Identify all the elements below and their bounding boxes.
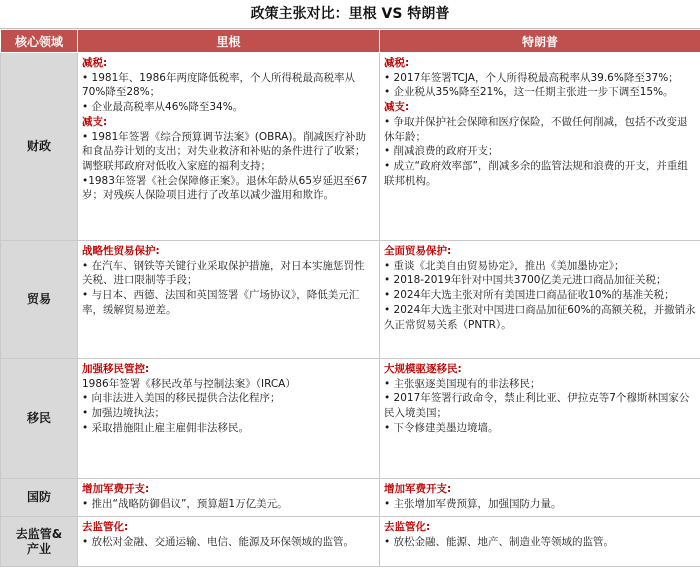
section-heading: 去监管化: xyxy=(384,521,431,533)
bullet-line: • 放松对金融、交通运输、电信、能源及环保领域的监管。 xyxy=(82,535,355,548)
table-row-fiscal xyxy=(1,53,700,241)
bullet-line: •1983年签署《社会保障修正案》。退休年龄从65岁延迟至67岁；对残疾人保险项目进行了改革以减少滥用和欺诈。 xyxy=(82,174,368,202)
section-heading: 减税: xyxy=(384,57,410,69)
section-heading: 减支: xyxy=(82,115,108,128)
section-heading: 增加军费开支: xyxy=(384,483,452,495)
bullet-line: • 削减浪费的政府开支； xyxy=(384,145,499,158)
bullet-line: • 放松金融、能源、地产、制造业等领域的监管。 xyxy=(384,535,615,548)
section-heading: 增加军费开支: xyxy=(82,483,150,495)
section-heading: 减税: xyxy=(82,57,108,69)
reagan-cell xyxy=(78,479,380,517)
bullet-line: • 主张驱逐美国现有的非法移民； xyxy=(384,377,541,390)
bullet-line: • 1981年签署《综合预算调节法案》(OBRA)。削减医疗补助和食品券计划的支出；对失业救济和补贴的条件进行了收紧；调整联邦政府对低收入家庭的福利支持； xyxy=(82,130,366,172)
area-cell: 财政 xyxy=(1,53,78,241)
table-row-deregulation xyxy=(1,517,700,567)
bullet-line: • 重谈《北美自由贸易协定》，推出《美加墨协定》； xyxy=(384,259,625,272)
table-row-immigration xyxy=(1,359,700,479)
bullet-line: • 2017年签署TCJA，个人所得税最高税率从39.6%降至37%； xyxy=(384,71,679,84)
bullet-line: • 2024年大选主张对所有美国进口商品征收10%的基准关税； xyxy=(384,289,675,302)
bullet-line: • 向非法进入美国的移民提供合法化程序； xyxy=(82,392,281,405)
header-reagan: 里根 xyxy=(78,30,380,53)
bullet-line: • 主张增加军费预算，加强国防力量。 xyxy=(384,497,562,510)
bullet-line: • 加强边境执法； xyxy=(82,407,166,420)
header-row xyxy=(1,30,700,53)
bullet-line: • 与日本、西德、法国和英国签署《广场协议》，降低美元汇率，缓解贸易逆差。 xyxy=(82,289,360,316)
bullet-line: • 下令修建美墨边境墙。 xyxy=(384,421,499,434)
bullet-line: • 采取措施阻止雇主雇佣非法移民。 xyxy=(82,421,250,434)
bullet-line: • 1981年、1986年两度降低税率，个人所得税最高税率从70%降至28%； xyxy=(82,71,355,99)
section-heading: 全面贸易保护: xyxy=(384,245,452,257)
trump-cell xyxy=(380,517,700,567)
section-heading: 战略性贸易保护: xyxy=(82,245,160,257)
comparison-table xyxy=(0,29,700,567)
bullet-line: • 争取并保护社会保障和医疗保险，不做任何削减，包括不改变退休年龄； xyxy=(384,115,688,143)
table-row-defense xyxy=(1,479,700,517)
header-trump: 特朗普 xyxy=(380,30,700,53)
area-cell: 移民 xyxy=(1,359,78,479)
trump-cell xyxy=(380,479,700,517)
bullet-line: • 推出“战略防御倡议”，预算超1万亿美元。 xyxy=(82,497,288,510)
bullet-line: • 企业最高税率从46%降至34%。 xyxy=(82,101,244,114)
trump-cell xyxy=(380,53,700,241)
reagan-cell xyxy=(78,517,380,567)
bullet-line: • 2018-2019年针对中国共3700亿美元进口商品加征关税； xyxy=(384,274,667,287)
area-cell: 贸易 xyxy=(1,241,78,359)
trump-cell xyxy=(380,359,700,479)
bullet-line: • 成立“政府效率部”，削减多余的监管法规和浪费的开支，并重组联邦机构。 xyxy=(384,159,688,187)
reagan-cell xyxy=(78,53,380,241)
section-heading: 去监管化: xyxy=(82,521,129,533)
page-title: 政策主张对比：里根 VS 特朗普 xyxy=(0,0,700,29)
bullet-line: • 2017年签署行政命令，禁止利比亚、伊拉克等7个穆斯林国家公民入境美国； xyxy=(384,392,690,420)
area-cell: 国防 xyxy=(1,479,78,517)
reagan-cell xyxy=(78,359,380,479)
bullet-line: • 2024年大选主张对中国进口商品加征60%的高额关税，并撤销永久正常贸易关系（PNTR）。 xyxy=(384,303,696,331)
bullet-line: • 在汽车、钢铁等关键行业采取保护措施，对日本实施惩罚性关税、进口限制等手段； xyxy=(82,259,365,287)
bullet-line: 1986年签署《移民改革与控制法案》（IRCA） xyxy=(82,377,296,390)
section-heading: 加强移民管控: xyxy=(82,363,150,375)
table-row-trade xyxy=(1,241,700,359)
header-area: 核心领域 xyxy=(1,30,78,53)
section-heading: 减支: xyxy=(384,101,410,114)
trump-cell xyxy=(380,241,700,359)
reagan-cell xyxy=(78,241,380,359)
bullet-line: • 企业税从35%降至21%，这一任期主张进一步下调至15%。 xyxy=(384,86,674,99)
section-heading: 大规模驱逐移民: xyxy=(384,363,462,375)
area-cell: 去监管&产业 xyxy=(1,517,78,567)
